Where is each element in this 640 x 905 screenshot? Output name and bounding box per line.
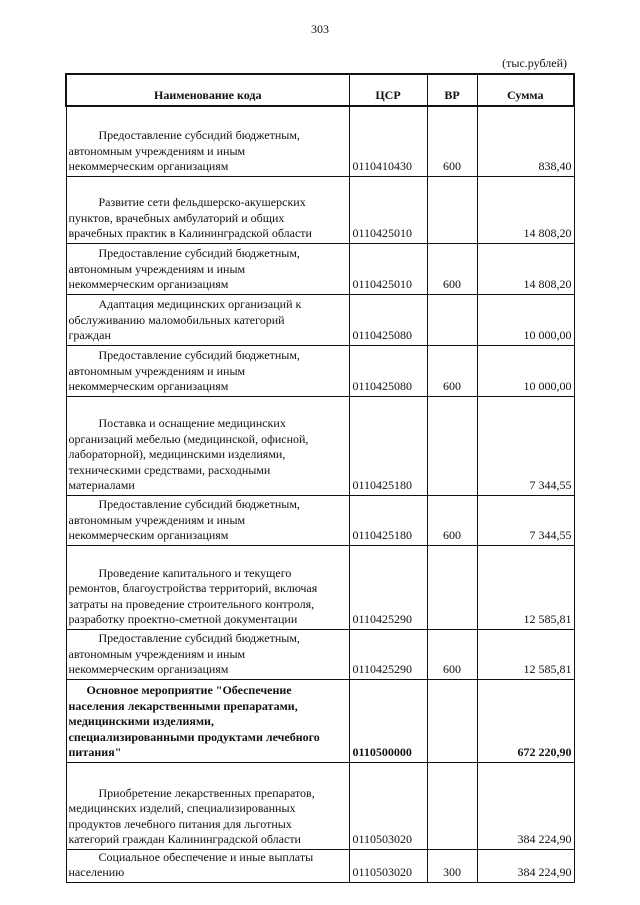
row-csr: 0110500000 xyxy=(349,679,427,762)
table-row xyxy=(66,545,574,629)
row-vr: 600 xyxy=(427,629,477,679)
table-row xyxy=(66,629,574,679)
row-sum: 7 344,55 xyxy=(477,396,574,495)
budget-table xyxy=(65,73,575,883)
row-name xyxy=(66,679,349,762)
row-name xyxy=(66,495,349,545)
row-name-text: Проведение капитального и текущего ремонтов, благоустройства территорий, включая затраты на проведение строительного контроля, разработку проектно-сметной документации xyxy=(68,565,318,626)
row-name xyxy=(66,345,349,396)
row-vr xyxy=(427,679,477,762)
row-vr: 600 xyxy=(427,345,477,396)
row-name-text: Развитие сети фельдшерско-акушерских пунктов, врачебных амбулаторий и общих врачебных практик в Калининградской области xyxy=(68,195,312,240)
row-csr: 0110503020 xyxy=(349,762,427,849)
row-sum: 10 000,00 xyxy=(477,294,574,345)
table-row xyxy=(66,294,574,345)
row-csr: 0110425010 xyxy=(349,243,427,294)
row-vr xyxy=(427,545,477,629)
header-name: Наименование кода xyxy=(66,74,349,106)
table-row xyxy=(66,396,574,495)
row-name xyxy=(66,849,349,882)
row-vr: 600 xyxy=(427,495,477,545)
row-name-text: Социальное обеспечение и иные выплаты населению xyxy=(68,849,314,879)
row-name-text: Предоставление субсидий бюджетным, автономным учреждениям и иным некоммерческим организациям xyxy=(68,348,300,393)
row-name xyxy=(66,176,349,243)
row-name-text: Основное мероприятие "Обеспечение населения лекарственными препаратами, медицинскими изделиями, специализированными продуктами лечебного питания" xyxy=(68,683,320,759)
row-name xyxy=(66,762,349,849)
row-csr: 0110425080 xyxy=(349,294,427,345)
table-row xyxy=(66,679,574,762)
row-csr: 0110425290 xyxy=(349,545,427,629)
row-sum: 672 220,90 xyxy=(477,679,574,762)
row-sum: 12 585,81 xyxy=(477,545,574,629)
table-row xyxy=(66,762,574,849)
row-sum: 7 344,55 xyxy=(477,495,574,545)
row-name xyxy=(66,294,349,345)
page-number: 303 xyxy=(311,22,329,36)
row-csr: 0110425290 xyxy=(349,629,427,679)
header-csr: ЦСР xyxy=(349,74,427,106)
row-name xyxy=(66,243,349,294)
header-sum: Сумма xyxy=(477,74,574,106)
row-sum: 838,40 xyxy=(477,106,574,176)
row-csr: 0110425180 xyxy=(349,495,427,545)
table-body xyxy=(66,106,574,882)
row-vr: 600 xyxy=(427,243,477,294)
row-name-text: Адаптация медицинских организаций к обслуживанию маломобильных категорий граждан xyxy=(68,297,302,342)
table-header-row xyxy=(66,74,574,106)
table-row xyxy=(66,176,574,243)
row-vr: 300 xyxy=(427,849,477,882)
row-sum: 384 224,90 xyxy=(477,762,574,849)
row-vr xyxy=(427,176,477,243)
table-row xyxy=(66,345,574,396)
row-name-text: Предоставление субсидий бюджетным, автономным учреждениям и иным некоммерческим организациям xyxy=(68,128,300,173)
row-vr: 600 xyxy=(427,106,477,176)
row-name-text: Предоставление субсидий бюджетным, автономным учреждениям и иным некоммерческим организациям xyxy=(68,246,300,291)
row-vr xyxy=(427,396,477,495)
row-vr xyxy=(427,294,477,345)
row-sum: 384 224,90 xyxy=(477,849,574,882)
row-name-text: Приобретение лекарственных препаратов, медицинских изделий, специализированных продуктов лечебного питания для льготных категорий граждан Калининградской области xyxy=(68,785,315,846)
row-name xyxy=(66,106,349,176)
table-row xyxy=(66,243,574,294)
row-name-text: Предоставление субсидий бюджетным, автономным учреждениям и иным некоммерческим организациям xyxy=(68,497,300,542)
row-vr xyxy=(427,762,477,849)
row-name xyxy=(66,545,349,629)
row-name xyxy=(66,396,349,495)
row-sum: 14 808,20 xyxy=(477,176,574,243)
table-row xyxy=(66,849,574,882)
table-row xyxy=(66,495,574,545)
row-name xyxy=(66,629,349,679)
row-sum: 10 000,00 xyxy=(477,345,574,396)
row-name-text: Поставка и оснащение медицинских организаций мебелью (медицинской, офисной, лабораторной), медицинскими изделиями, техническими средствами, расходными материалами xyxy=(68,416,309,492)
row-csr: 0110503020 xyxy=(349,849,427,882)
row-csr: 0110425080 xyxy=(349,345,427,396)
row-name-text: Предоставление субсидий бюджетным, автономным учреждениям и иным некоммерческим организациям xyxy=(68,631,300,676)
row-sum: 12 585,81 xyxy=(477,629,574,679)
table-row xyxy=(66,106,574,176)
row-csr: 0110425010 xyxy=(349,176,427,243)
units-label: (тыс.рублей) xyxy=(502,56,567,70)
row-sum: 14 808,20 xyxy=(477,243,574,294)
row-csr: 0110425180 xyxy=(349,396,427,495)
row-csr: 0110410430 xyxy=(349,106,427,176)
header-vr: ВР xyxy=(427,74,477,106)
